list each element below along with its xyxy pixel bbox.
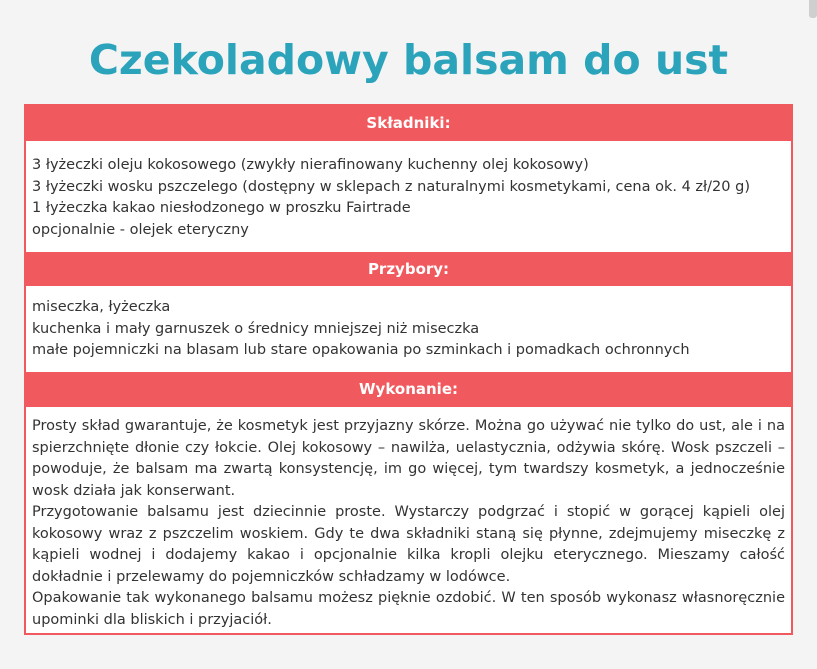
section-header-preparation: Wykonanie: — [26, 372, 791, 407]
section-header-tools: Przybory: — [26, 252, 791, 286]
tool-item: kuchenka i mały garnuszek o średnicy mniejszej niż miseczka — [32, 320, 480, 337]
ingredient-item: 3 łyżeczki oleju kokosowego (zwykły nierafinowany kuchenny olej kokosowy) — [32, 157, 589, 173]
tools-list — [26, 286, 791, 372]
tool-item: małe pojemniczki na blasam lub stare opakowania po szminkach i pomadkach ochronnych — [32, 342, 690, 358]
section-header-ingredients: Składniki: — [26, 106, 791, 141]
ingredients-list — [26, 141, 791, 252]
recipe-card — [24, 104, 793, 635]
ingredient-item: 1 łyżeczka kakao niesłodzonego w proszku Fairtrade — [32, 200, 411, 216]
preparation-paragraph: Opakowanie tak wykonanego balsamu możesz pięknie ozdobić. W ten sposób wykonasz własnoręcznie upominki dla bliskich i przyjaciół. — [32, 590, 785, 628]
ingredient-item: opcjonalnie - olejek eteryczny — [32, 221, 249, 238]
preparation-text — [26, 407, 791, 635]
scrollbar-thumb[interactable] — [809, 0, 817, 18]
tool-item: miseczka, łyżeczka — [32, 299, 171, 315]
page-title: Czekoladowy balsam do ust — [88, 36, 729, 84]
ingredient-item: 3 łyżeczki wosku pszczelego (dostępny w sklepach z naturalnymi kosmetykami, cena ok. 4 zł/20 g) — [32, 178, 750, 195]
preparation-paragraph: Prosty skład gwarantuje, że kosmetyk jest przyjazny skórze. Można go używać nie tylko do ust, ale i na spierzchnięte dłonie czy łokcie. Olej kokosowy – nawilża, uelastycznia, odżywia skórę. Wosk pszczeli – powoduje, że balsam ma zwartą konsystencję, im go więcej, tym twardszy kosmetyk, a jednocześnie wosk działa jak konserwant. — [32, 418, 785, 499]
preparation-paragraph: Przygotowanie balsamu jest dziecinnie proste. Wystarczy podgrzać i stopić w gorącej kąpieli olej kokosowy wraz z pszczelim woskiem. Gdy te dwa składniki staną się płynne, zdejmujemy miseczkę z kąpieli wodnej i dodajemy kakao i opcjonalnie kilka kropli olejku eterycznego. Mieszamy całość dokładnie i przelewamy do pojemniczków schładzamy w lodówce. — [32, 504, 785, 585]
